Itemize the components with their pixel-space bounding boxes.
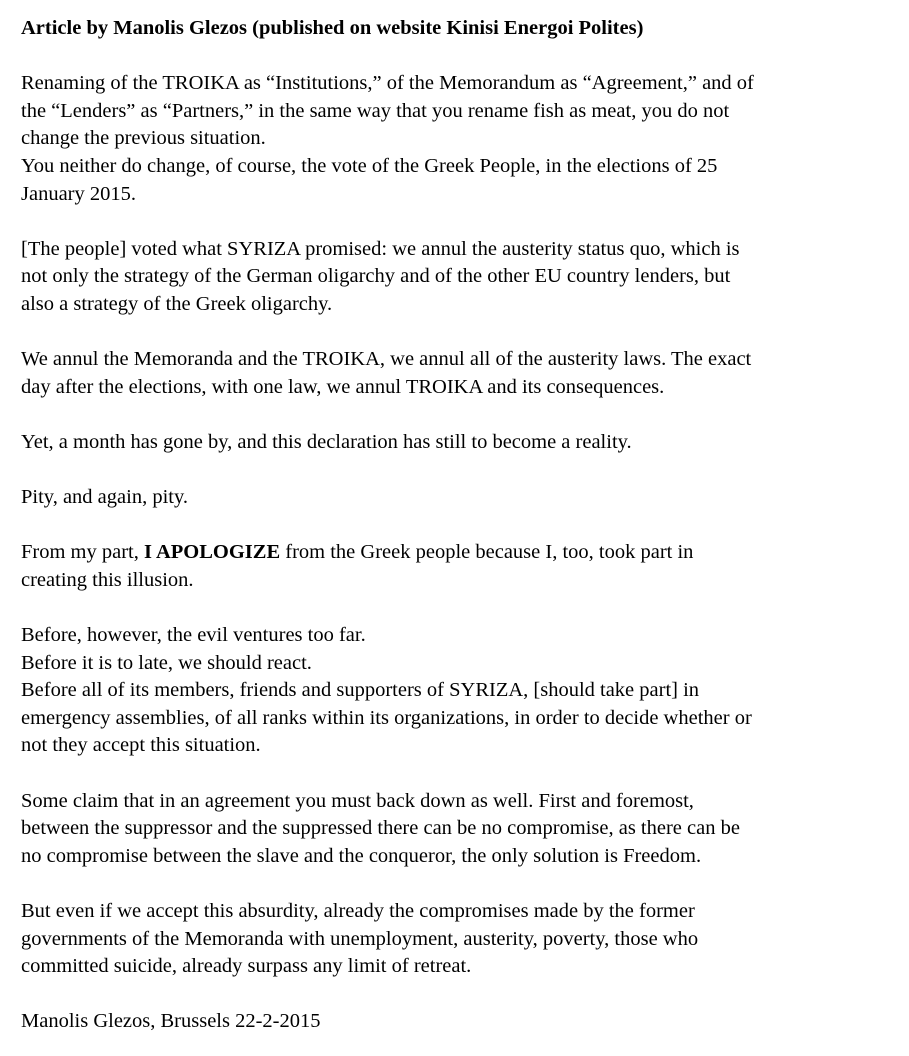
text-line: Before, however, the evil ventures too far. [21, 624, 366, 647]
paragraph-syriza-promise [21, 236, 896, 319]
paragraph-compromise [21, 788, 896, 871]
text-line: change the previous situation. [21, 127, 266, 150]
text-line: emergency assemblies, of all ranks within its organizations, in order to decide whether or [21, 706, 752, 729]
text-line: between the suppressor and the suppressed there can be no compromise, as there can be [21, 817, 740, 840]
text-line: also a strategy of the Greek oligarchy. [21, 292, 333, 315]
text-line: governments of the Memoranda with unemployment, austerity, poverty, those who [21, 927, 699, 950]
text-line: [The people] voted what SYRIZA promised: we annul the austerity status quo, which is [21, 237, 740, 260]
paragraph-annul-memoranda [21, 346, 896, 401]
paragraph-apology [21, 539, 896, 594]
paragraph-renaming [21, 70, 896, 208]
text-line: committed suicide, already surpass any limit of retreat. [21, 955, 472, 978]
paragraph-absurdity [21, 898, 896, 981]
text-line: Yet, a month has gone by, and this declaration has still to become a reality. [21, 430, 632, 453]
text-line: day after the elections, with one law, we annul TROIKA and its consequences. [21, 375, 665, 398]
text-line: January 2015. [21, 182, 137, 205]
article-document [21, 15, 896, 1036]
apology-emphasis: I APOLOGIZE [144, 541, 281, 564]
text-line: creating this illusion. [21, 568, 194, 591]
paragraph-month-gone [21, 429, 896, 457]
article-title: Article by Manolis Glezos (published on website Kinisi Energoi Polites) [21, 17, 644, 39]
paragraph-pity [21, 484, 896, 512]
text-line: Before it is to late, we should react. [21, 651, 312, 674]
text-line: Some claim that in an agreement you must back down as well. First and foremost, [21, 789, 694, 812]
text-line: We annul the Memoranda and the TROIKA, we annul all of the austerity laws. The exact [21, 348, 752, 371]
paragraph-before [21, 622, 896, 760]
text-line: the “Lenders” as “Partners,” in the same way that you rename fish as meat, you do not [21, 99, 730, 122]
apology-trail-text: from the Greek people because I, too, took part in [280, 541, 694, 564]
text-line [21, 539, 896, 567]
text-line: But even if we accept this absurdity, already the compromises made by the former [21, 900, 695, 922]
text-line: Pity, and again, pity. [21, 486, 189, 509]
signature: Manolis Glezos, Brussels 22-2-2015 [21, 1010, 321, 1033]
text-line: no compromise between the slave and the conqueror, the only solution is Freedom. [21, 844, 702, 867]
text-line: Renaming of the TROIKA as “Institutions,” of the Memorandum as “Agreement,” and of [21, 72, 754, 95]
text-line: You neither do change, of course, the vote of the Greek People, in the elections of 25 [21, 154, 718, 177]
apology-lead-text: From my part, [21, 541, 144, 564]
text-line: not only the strategy of the German oligarchy and of the other EU country lenders, but [21, 265, 731, 288]
text-line: not they accept this situation. [21, 734, 261, 757]
text-line: Before all of its members, friends and supporters of SYRIZA, [should take part] in [21, 679, 700, 702]
